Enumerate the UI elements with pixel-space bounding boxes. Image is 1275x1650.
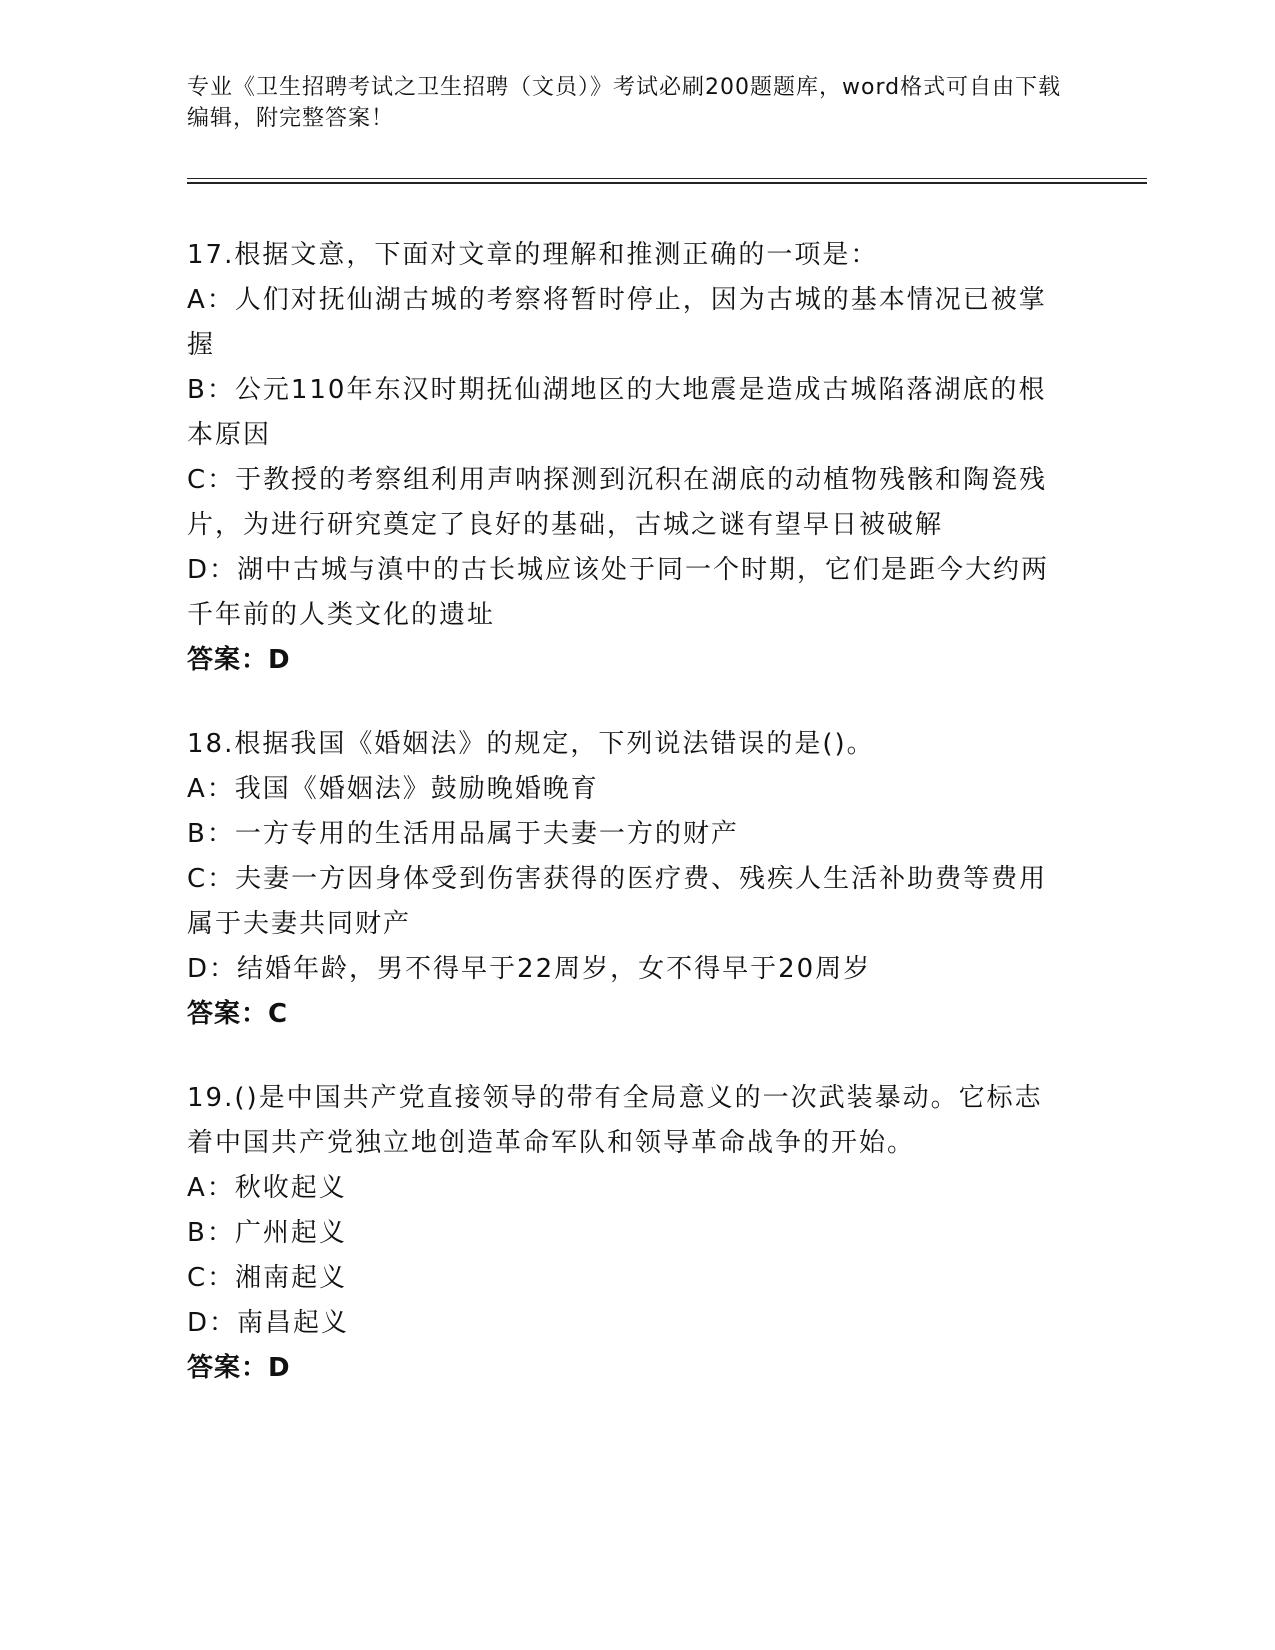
option-c: C：湘南起义 xyxy=(187,1263,348,1293)
option-b: B：广州起义 xyxy=(187,1218,347,1248)
option-d: D：湖中古城与滇中的古长城应该处于同一个时期，它们是距今大约两千年前的人类文化的遗址 xyxy=(187,555,1050,630)
option-a: A：我国《婚姻法》鼓励晚婚晚育 xyxy=(187,774,599,804)
option-b: B：公元110年东汉时期抚仙湖地区的大地震是造成古城陷落湖底的根本原因 xyxy=(187,375,1047,450)
option-c: C：于教授的考察组利用声呐探测到沉积在湖底的动植物残骸和陶瓷残片，为进行研究奠定了良好的基础，古城之谜有望早日被破解 xyxy=(187,465,1048,540)
question-list xyxy=(187,233,1067,1430)
option-b: B：一方专用的生活用品属于夫妻一方的财产 xyxy=(187,819,739,849)
question-17 xyxy=(187,233,1067,683)
header-divider-thick xyxy=(187,182,1147,184)
question-stem: 19.()是中国共产党直接领导的带有全局意义的一次武装暴动。它标志着中国共产党独立地创造革命军队和领导革命战争的开始。 xyxy=(187,1083,1043,1158)
question-18 xyxy=(187,722,1067,1037)
option-a: A：人们对抚仙湖古城的考察将暂时停止，因为古城的基本情况已被掌握 xyxy=(187,285,1047,360)
option-d: D：结婚年龄，男不得早于22周岁，女不得早于20周岁 xyxy=(187,954,872,984)
option-c: C：夫妻一方因身体受到伤害获得的医疗费、残疾人生活补助费等费用属于夫妻共同财产 xyxy=(187,864,1048,939)
option-d: D：南昌起义 xyxy=(187,1308,350,1338)
question-19 xyxy=(187,1076,1067,1391)
question-stem: 18.根据我国《婚姻法》的规定，下列说法错误的是()。 xyxy=(187,729,875,759)
answer-label: 答案：C xyxy=(187,999,289,1029)
option-a: A：秋收起义 xyxy=(187,1173,347,1203)
header-divider-thin xyxy=(187,178,1147,179)
answer-label: 答案：D xyxy=(187,1353,291,1383)
answer-label: 答案：D xyxy=(187,645,291,675)
question-stem: 17.根据文意，下面对文章的理解和推测正确的一项是： xyxy=(187,240,879,270)
document-header: 专业《卫生招聘考试之卫生招聘（文员）》考试必刷200题题库，word格式可自由下载编辑，附完整答案！ xyxy=(187,75,1062,131)
